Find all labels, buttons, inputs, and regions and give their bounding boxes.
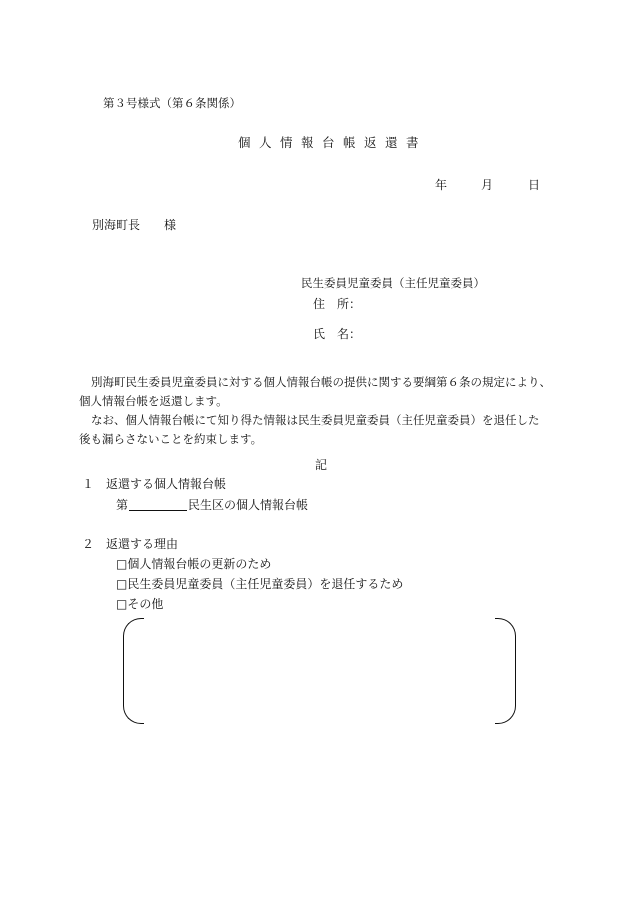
other-reason-bracket-right <box>495 618 516 724</box>
section1-suffix: 民生区の個人情報台帳 <box>188 498 309 512</box>
body-text <box>79 373 559 449</box>
section1-ledger-line <box>116 498 308 511</box>
reason-option-other[interactable]: □その他 <box>116 597 164 611</box>
section1-heading: １ 返還する個人情報台帳 <box>82 477 227 491</box>
addressee: 別海町長 様 <box>92 218 177 232</box>
section2-heading: ２ 返還する理由 <box>82 537 179 551</box>
document-title: 個人情報台帳返還書 <box>238 135 428 150</box>
district-blank <box>129 498 187 511</box>
section1-prefix: 第 <box>116 498 129 512</box>
body-line-4: 後も漏らさないことを約束します。 <box>79 432 263 446</box>
reason-option-resign[interactable]: □民生委員児童委員（主任児童委員）を退任するため <box>116 577 404 591</box>
date-month: 月 <box>481 178 494 192</box>
reason-option-update[interactable]: □個人情報台帳の更新のため <box>116 557 272 571</box>
body-line-1: 別海町民生委員児童委員に対する個人情報台帳の提供に関する要綱第６条の規定により、 <box>91 375 551 389</box>
ki-marker: 記 <box>315 458 328 472</box>
body-line-2: 個人情報台帳を返還します。 <box>79 394 228 408</box>
date-year: 年 <box>435 178 448 192</box>
other-reason-bracket-left <box>123 618 144 724</box>
date-day: 日 <box>528 178 541 192</box>
sender-role: 民生委員児童委員（主任児童委員） <box>301 276 485 290</box>
sender-address-label: 住 所： <box>313 297 362 311</box>
body-line-3: なお、個人情報台帳にて知り得た情報は民生委員児童委員（主任児童委員）を退任した <box>91 413 540 427</box>
sender-name-label: 氏 名： <box>313 327 362 341</box>
form-number: 第３号様式（第６条関係） <box>103 96 241 110</box>
